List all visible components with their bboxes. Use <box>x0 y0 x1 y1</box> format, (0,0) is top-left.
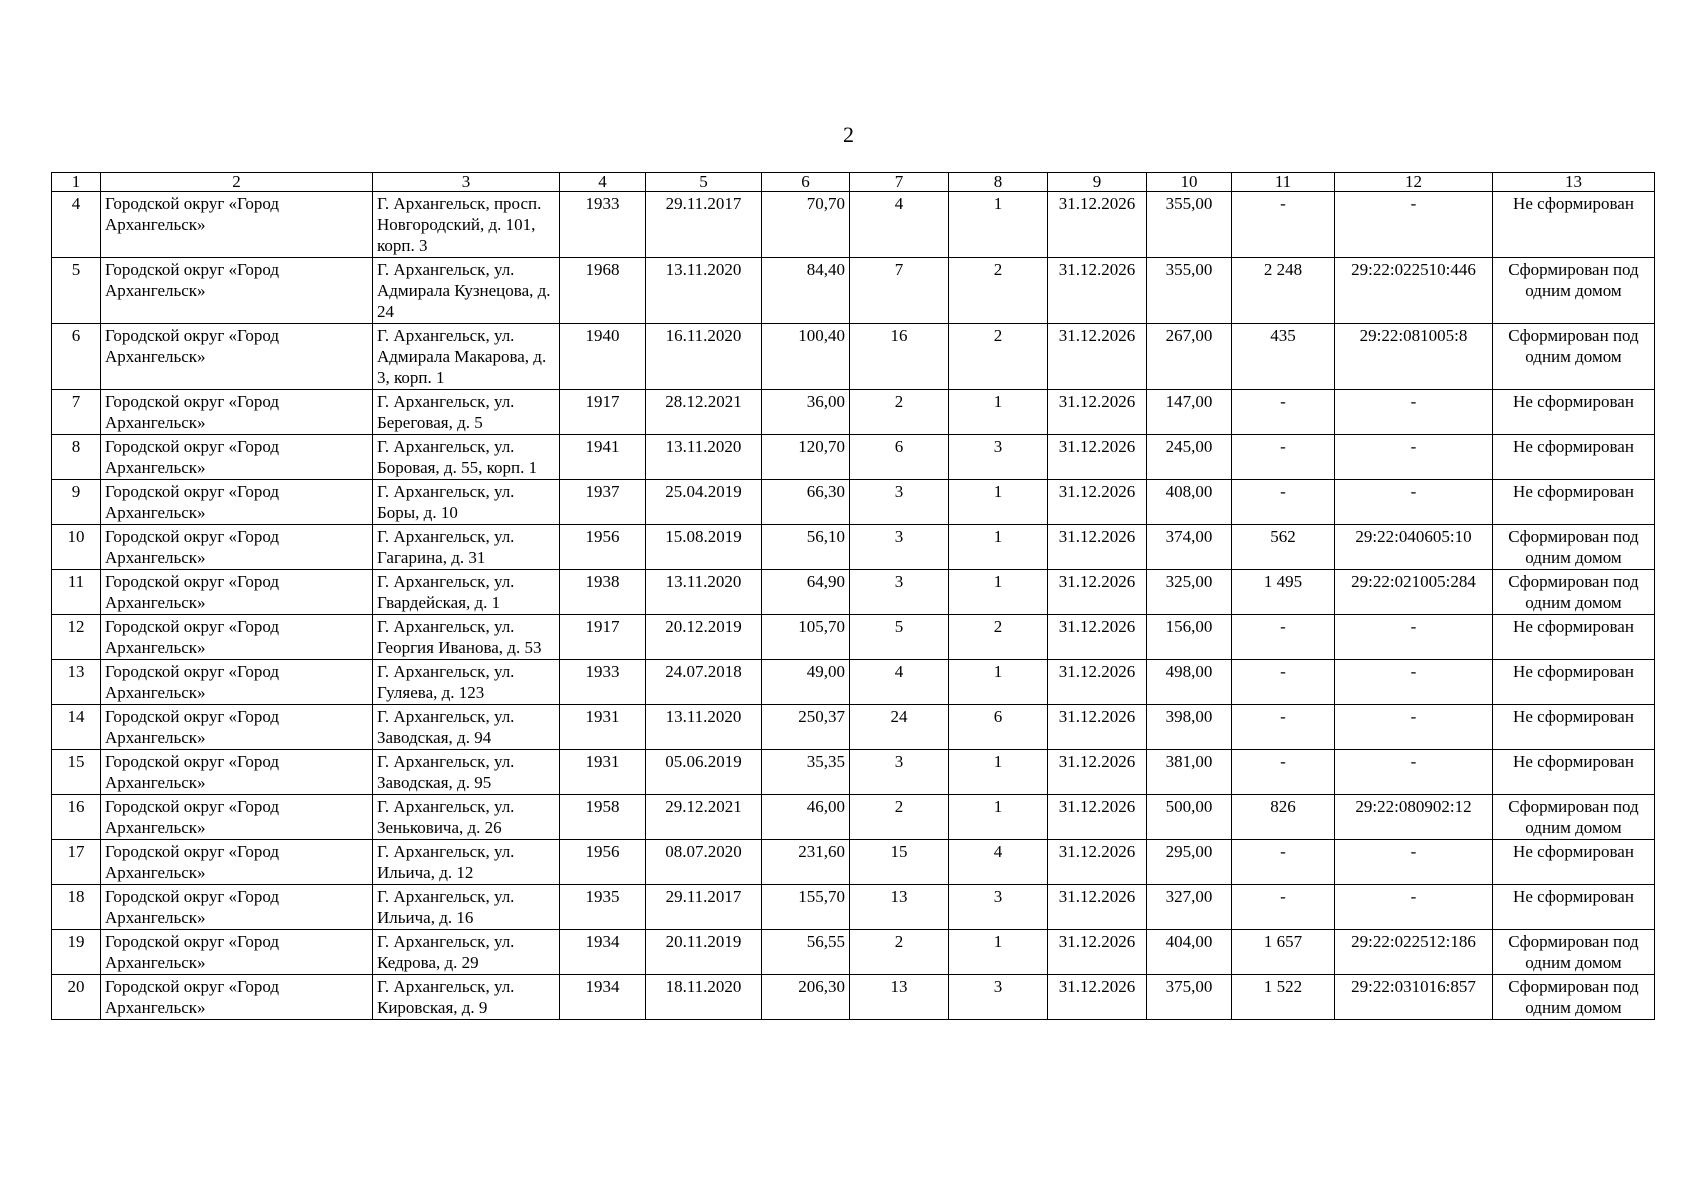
owner-cell: Городской округ «Город Архангельск» <box>101 258 373 324</box>
address-cell: Г. Архангельск, ул. Заводская, д. 94 <box>373 705 560 750</box>
address-cell: Г. Архангельск, ул. Боровая, д. 55, корп. 1 <box>373 435 560 480</box>
land-status-cell: Сформирован под одним домом <box>1493 930 1655 975</box>
column-10-cell: 404,00 <box>1147 930 1232 975</box>
column-number-row <box>52 173 1655 192</box>
year-cell: 1934 <box>560 975 646 1020</box>
column-10-cell: 374,00 <box>1147 525 1232 570</box>
column-7-cell: 2 <box>850 390 949 435</box>
column-8-cell: 1 <box>949 390 1048 435</box>
year-cell: 1935 <box>560 885 646 930</box>
deadline-cell: 31.12.2026 <box>1048 930 1147 975</box>
table-row <box>52 192 1655 258</box>
year-cell: 1917 <box>560 615 646 660</box>
owner-cell: Городской округ «Город Архангельск» <box>101 705 373 750</box>
row-number-cell: 12 <box>52 615 101 660</box>
row-number-cell: 16 <box>52 795 101 840</box>
land-area-cell: 1 495 <box>1232 570 1335 615</box>
area-cell: 84,40 <box>762 258 850 324</box>
address-cell: Г. Архангельск, ул. Гвардейская, д. 1 <box>373 570 560 615</box>
column-8-cell: 1 <box>949 570 1048 615</box>
address-cell: Г. Архангельск, просп. Новгородский, д. 101, корп. 3 <box>373 192 560 258</box>
cadastral-number-cell: - <box>1335 390 1493 435</box>
owner-cell: Городской округ «Город Архангельск» <box>101 390 373 435</box>
address-cell: Г. Архангельск, ул. Адмирала Кузнецова, д. 24 <box>373 258 560 324</box>
land-status-cell: Сформирован под одним домом <box>1493 525 1655 570</box>
land-status-cell: Не сформирован <box>1493 192 1655 258</box>
owner-cell: Городской округ «Город Архангельск» <box>101 570 373 615</box>
column-7-cell: 2 <box>850 930 949 975</box>
land-area-cell: - <box>1232 192 1335 258</box>
row-number-cell: 19 <box>52 930 101 975</box>
land-status-cell: Не сформирован <box>1493 435 1655 480</box>
table-body <box>52 192 1655 1020</box>
owner-cell: Городской округ «Город Архангельск» <box>101 525 373 570</box>
column-10-cell: 408,00 <box>1147 480 1232 525</box>
address-cell: Г. Архангельск, ул. Георгия Иванова, д. 53 <box>373 615 560 660</box>
cadastral-number-cell: - <box>1335 480 1493 525</box>
date-cell: 20.11.2019 <box>646 930 762 975</box>
column-7-cell: 7 <box>850 258 949 324</box>
year-cell: 1937 <box>560 480 646 525</box>
owner-cell: Городской округ «Город Архангельск» <box>101 885 373 930</box>
year-cell: 1956 <box>560 840 646 885</box>
column-7-cell: 3 <box>850 750 949 795</box>
area-cell: 35,35 <box>762 750 850 795</box>
cadastral-number-cell: 29:22:080902:12 <box>1335 795 1493 840</box>
area-cell: 56,10 <box>762 525 850 570</box>
column-header: 8 <box>949 173 1048 192</box>
area-cell: 46,00 <box>762 795 850 840</box>
land-status-cell: Не сформирован <box>1493 885 1655 930</box>
land-area-cell: 1 657 <box>1232 930 1335 975</box>
table-row <box>52 480 1655 525</box>
column-10-cell: 325,00 <box>1147 570 1232 615</box>
column-header: 9 <box>1048 173 1147 192</box>
year-cell: 1934 <box>560 930 646 975</box>
year-cell: 1968 <box>560 258 646 324</box>
land-area-cell: - <box>1232 390 1335 435</box>
land-area-cell: 826 <box>1232 795 1335 840</box>
area-cell: 70,70 <box>762 192 850 258</box>
cadastral-number-cell: 29:22:021005:284 <box>1335 570 1493 615</box>
area-cell: 231,60 <box>762 840 850 885</box>
column-10-cell: 355,00 <box>1147 192 1232 258</box>
table-row <box>52 660 1655 705</box>
address-cell: Г. Архангельск, ул. Гагарина, д. 31 <box>373 525 560 570</box>
column-header: 4 <box>560 173 646 192</box>
date-cell: 05.06.2019 <box>646 750 762 795</box>
year-cell: 1958 <box>560 795 646 840</box>
year-cell: 1931 <box>560 705 646 750</box>
column-header: 3 <box>373 173 560 192</box>
area-cell: 105,70 <box>762 615 850 660</box>
owner-cell: Городской округ «Город Архангельск» <box>101 840 373 885</box>
column-8-cell: 3 <box>949 975 1048 1020</box>
table-row <box>52 258 1655 324</box>
land-status-cell: Не сформирован <box>1493 840 1655 885</box>
owner-cell: Городской округ «Город Архангельск» <box>101 975 373 1020</box>
column-10-cell: 375,00 <box>1147 975 1232 1020</box>
owner-cell: Городской округ «Город Архангельск» <box>101 615 373 660</box>
deadline-cell: 31.12.2026 <box>1048 258 1147 324</box>
column-header: 1 <box>52 173 101 192</box>
column-header: 2 <box>101 173 373 192</box>
area-cell: 155,70 <box>762 885 850 930</box>
land-status-cell: Не сформирован <box>1493 480 1655 525</box>
date-cell: 20.12.2019 <box>646 615 762 660</box>
address-cell: Г. Архангельск, ул. Кировская, д. 9 <box>373 975 560 1020</box>
housing-registry-table <box>51 172 1655 1020</box>
table-row <box>52 975 1655 1020</box>
column-7-cell: 3 <box>850 480 949 525</box>
column-8-cell: 1 <box>949 480 1048 525</box>
address-cell: Г. Архангельск, ул. Боры, д. 10 <box>373 480 560 525</box>
row-number-cell: 20 <box>52 975 101 1020</box>
table-row <box>52 885 1655 930</box>
land-status-cell: Сформирован под одним домом <box>1493 570 1655 615</box>
column-8-cell: 2 <box>949 615 1048 660</box>
year-cell: 1917 <box>560 390 646 435</box>
column-10-cell: 147,00 <box>1147 390 1232 435</box>
year-cell: 1933 <box>560 660 646 705</box>
cadastral-number-cell: - <box>1335 192 1493 258</box>
column-header: 13 <box>1493 173 1655 192</box>
date-cell: 24.07.2018 <box>646 660 762 705</box>
area-cell: 49,00 <box>762 660 850 705</box>
date-cell: 18.11.2020 <box>646 975 762 1020</box>
column-8-cell: 1 <box>949 795 1048 840</box>
date-cell: 13.11.2020 <box>646 570 762 615</box>
column-7-cell: 15 <box>850 840 949 885</box>
cadastral-number-cell: - <box>1335 660 1493 705</box>
date-cell: 15.08.2019 <box>646 525 762 570</box>
column-10-cell: 381,00 <box>1147 750 1232 795</box>
deadline-cell: 31.12.2026 <box>1048 192 1147 258</box>
land-status-cell: Не сформирован <box>1493 615 1655 660</box>
row-number-cell: 15 <box>52 750 101 795</box>
land-area-cell: - <box>1232 840 1335 885</box>
cadastral-number-cell: 29:22:031016:857 <box>1335 975 1493 1020</box>
deadline-cell: 31.12.2026 <box>1048 975 1147 1020</box>
land-area-cell: 1 522 <box>1232 975 1335 1020</box>
row-number-cell: 8 <box>52 435 101 480</box>
land-area-cell: - <box>1232 480 1335 525</box>
row-number-cell: 4 <box>52 192 101 258</box>
year-cell: 1938 <box>560 570 646 615</box>
row-number-cell: 10 <box>52 525 101 570</box>
table-row <box>52 324 1655 390</box>
deadline-cell: 31.12.2026 <box>1048 570 1147 615</box>
row-number-cell: 18 <box>52 885 101 930</box>
address-cell: Г. Архангельск, ул. Заводская, д. 95 <box>373 750 560 795</box>
date-cell: 29.11.2017 <box>646 192 762 258</box>
table-row <box>52 795 1655 840</box>
land-area-cell: - <box>1232 615 1335 660</box>
area-cell: 36,00 <box>762 390 850 435</box>
deadline-cell: 31.12.2026 <box>1048 615 1147 660</box>
owner-cell: Городской округ «Город Архангельск» <box>101 324 373 390</box>
column-7-cell: 3 <box>850 570 949 615</box>
year-cell: 1931 <box>560 750 646 795</box>
address-cell: Г. Архангельск, ул. Ильича, д. 16 <box>373 885 560 930</box>
cadastral-number-cell: 29:22:081005:8 <box>1335 324 1493 390</box>
column-7-cell: 13 <box>850 885 949 930</box>
cadastral-number-cell: - <box>1335 615 1493 660</box>
land-status-cell: Не сформирован <box>1493 705 1655 750</box>
cadastral-number-cell: - <box>1335 885 1493 930</box>
year-cell: 1941 <box>560 435 646 480</box>
column-10-cell: 156,00 <box>1147 615 1232 660</box>
land-area-cell: - <box>1232 660 1335 705</box>
column-7-cell: 13 <box>850 975 949 1020</box>
date-cell: 25.04.2019 <box>646 480 762 525</box>
column-7-cell: 5 <box>850 615 949 660</box>
column-8-cell: 1 <box>949 930 1048 975</box>
row-number-cell: 14 <box>52 705 101 750</box>
column-8-cell: 2 <box>949 324 1048 390</box>
column-7-cell: 4 <box>850 660 949 705</box>
column-header: 12 <box>1335 173 1493 192</box>
land-area-cell: - <box>1232 435 1335 480</box>
deadline-cell: 31.12.2026 <box>1048 660 1147 705</box>
table-row <box>52 390 1655 435</box>
area-cell: 250,37 <box>762 705 850 750</box>
deadline-cell: 31.12.2026 <box>1048 390 1147 435</box>
deadline-cell: 31.12.2026 <box>1048 324 1147 390</box>
area-cell: 64,90 <box>762 570 850 615</box>
column-8-cell: 2 <box>949 258 1048 324</box>
column-7-cell: 4 <box>850 192 949 258</box>
table-row <box>52 435 1655 480</box>
column-7-cell: 3 <box>850 525 949 570</box>
column-7-cell: 16 <box>850 324 949 390</box>
owner-cell: Городской округ «Город Архангельск» <box>101 795 373 840</box>
cadastral-number-cell: - <box>1335 840 1493 885</box>
column-8-cell: 1 <box>949 750 1048 795</box>
column-header: 11 <box>1232 173 1335 192</box>
date-cell: 29.12.2021 <box>646 795 762 840</box>
column-8-cell: 1 <box>949 525 1048 570</box>
column-10-cell: 245,00 <box>1147 435 1232 480</box>
table-row <box>52 750 1655 795</box>
land-area-cell: - <box>1232 885 1335 930</box>
land-area-cell: - <box>1232 750 1335 795</box>
land-area-cell: 435 <box>1232 324 1335 390</box>
column-10-cell: 500,00 <box>1147 795 1232 840</box>
cadastral-number-cell: - <box>1335 435 1493 480</box>
year-cell: 1956 <box>560 525 646 570</box>
date-cell: 16.11.2020 <box>646 324 762 390</box>
column-8-cell: 1 <box>949 660 1048 705</box>
row-number-cell: 9 <box>52 480 101 525</box>
table-row <box>52 570 1655 615</box>
column-10-cell: 267,00 <box>1147 324 1232 390</box>
column-header: 7 <box>850 173 949 192</box>
column-8-cell: 3 <box>949 885 1048 930</box>
address-cell: Г. Архангельск, ул. Зеньковича, д. 26 <box>373 795 560 840</box>
deadline-cell: 31.12.2026 <box>1048 750 1147 795</box>
column-7-cell: 6 <box>850 435 949 480</box>
column-header: 10 <box>1147 173 1232 192</box>
land-area-cell: - <box>1232 705 1335 750</box>
deadline-cell: 31.12.2026 <box>1048 480 1147 525</box>
column-10-cell: 355,00 <box>1147 258 1232 324</box>
owner-cell: Городской округ «Город Архангельск» <box>101 750 373 795</box>
date-cell: 13.11.2020 <box>646 435 762 480</box>
cadastral-number-cell: 29:22:040605:10 <box>1335 525 1493 570</box>
area-cell: 120,70 <box>762 435 850 480</box>
row-number-cell: 13 <box>52 660 101 705</box>
owner-cell: Городской округ «Город Архангельск» <box>101 435 373 480</box>
column-8-cell: 3 <box>949 435 1048 480</box>
row-number-cell: 6 <box>52 324 101 390</box>
deadline-cell: 31.12.2026 <box>1048 705 1147 750</box>
table-row <box>52 840 1655 885</box>
address-cell: Г. Архангельск, ул. Гуляева, д. 123 <box>373 660 560 705</box>
page-number: 2 <box>843 122 854 147</box>
column-8-cell: 4 <box>949 840 1048 885</box>
land-area-cell: 2 248 <box>1232 258 1335 324</box>
table-row <box>52 930 1655 975</box>
date-cell: 28.12.2021 <box>646 390 762 435</box>
column-8-cell: 6 <box>949 705 1048 750</box>
land-status-cell: Сформирован под одним домом <box>1493 258 1655 324</box>
deadline-cell: 31.12.2026 <box>1048 885 1147 930</box>
area-cell: 100,40 <box>762 324 850 390</box>
land-status-cell: Сформирован под одним домом <box>1493 795 1655 840</box>
cadastral-number-cell: - <box>1335 750 1493 795</box>
date-cell: 13.11.2020 <box>646 705 762 750</box>
row-number-cell: 17 <box>52 840 101 885</box>
deadline-cell: 31.12.2026 <box>1048 525 1147 570</box>
column-10-cell: 398,00 <box>1147 705 1232 750</box>
deadline-cell: 31.12.2026 <box>1048 435 1147 480</box>
area-cell: 66,30 <box>762 480 850 525</box>
owner-cell: Городской округ «Город Архангельск» <box>101 192 373 258</box>
address-cell: Г. Архангельск, ул. Ильича, д. 12 <box>373 840 560 885</box>
year-cell: 1940 <box>560 324 646 390</box>
row-number-cell: 5 <box>52 258 101 324</box>
deadline-cell: 31.12.2026 <box>1048 840 1147 885</box>
area-cell: 56,55 <box>762 930 850 975</box>
land-status-cell: Сформирован под одним домом <box>1493 975 1655 1020</box>
owner-cell: Городской округ «Город Архангельск» <box>101 930 373 975</box>
table-row <box>52 615 1655 660</box>
cadastral-number-cell: 29:22:022512:186 <box>1335 930 1493 975</box>
table-row <box>52 705 1655 750</box>
deadline-cell: 31.12.2026 <box>1048 795 1147 840</box>
land-status-cell: Сформирован под одним домом <box>1493 324 1655 390</box>
land-status-cell: Не сформирован <box>1493 750 1655 795</box>
date-cell: 29.11.2017 <box>646 885 762 930</box>
column-8-cell: 1 <box>949 192 1048 258</box>
column-header: 6 <box>762 173 850 192</box>
date-cell: 13.11.2020 <box>646 258 762 324</box>
column-10-cell: 327,00 <box>1147 885 1232 930</box>
column-7-cell: 2 <box>850 795 949 840</box>
row-number-cell: 11 <box>52 570 101 615</box>
row-number-cell: 7 <box>52 390 101 435</box>
land-status-cell: Не сформирован <box>1493 660 1655 705</box>
year-cell: 1933 <box>560 192 646 258</box>
column-10-cell: 498,00 <box>1147 660 1232 705</box>
owner-cell: Городской округ «Город Архангельск» <box>101 480 373 525</box>
owner-cell: Городской округ «Город Архангельск» <box>101 660 373 705</box>
land-area-cell: 562 <box>1232 525 1335 570</box>
address-cell: Г. Архангельск, ул. Береговая, д. 5 <box>373 390 560 435</box>
column-7-cell: 24 <box>850 705 949 750</box>
table-row <box>52 525 1655 570</box>
cadastral-number-cell: 29:22:022510:446 <box>1335 258 1493 324</box>
cadastral-number-cell: - <box>1335 705 1493 750</box>
date-cell: 08.07.2020 <box>646 840 762 885</box>
land-status-cell: Не сформирован <box>1493 390 1655 435</box>
address-cell: Г. Архангельск, ул. Адмирала Макарова, д. 3, корп. 1 <box>373 324 560 390</box>
address-cell: Г. Архангельск, ул. Кедрова, д. 29 <box>373 930 560 975</box>
area-cell: 206,30 <box>762 975 850 1020</box>
column-header: 5 <box>646 173 762 192</box>
column-10-cell: 295,00 <box>1147 840 1232 885</box>
